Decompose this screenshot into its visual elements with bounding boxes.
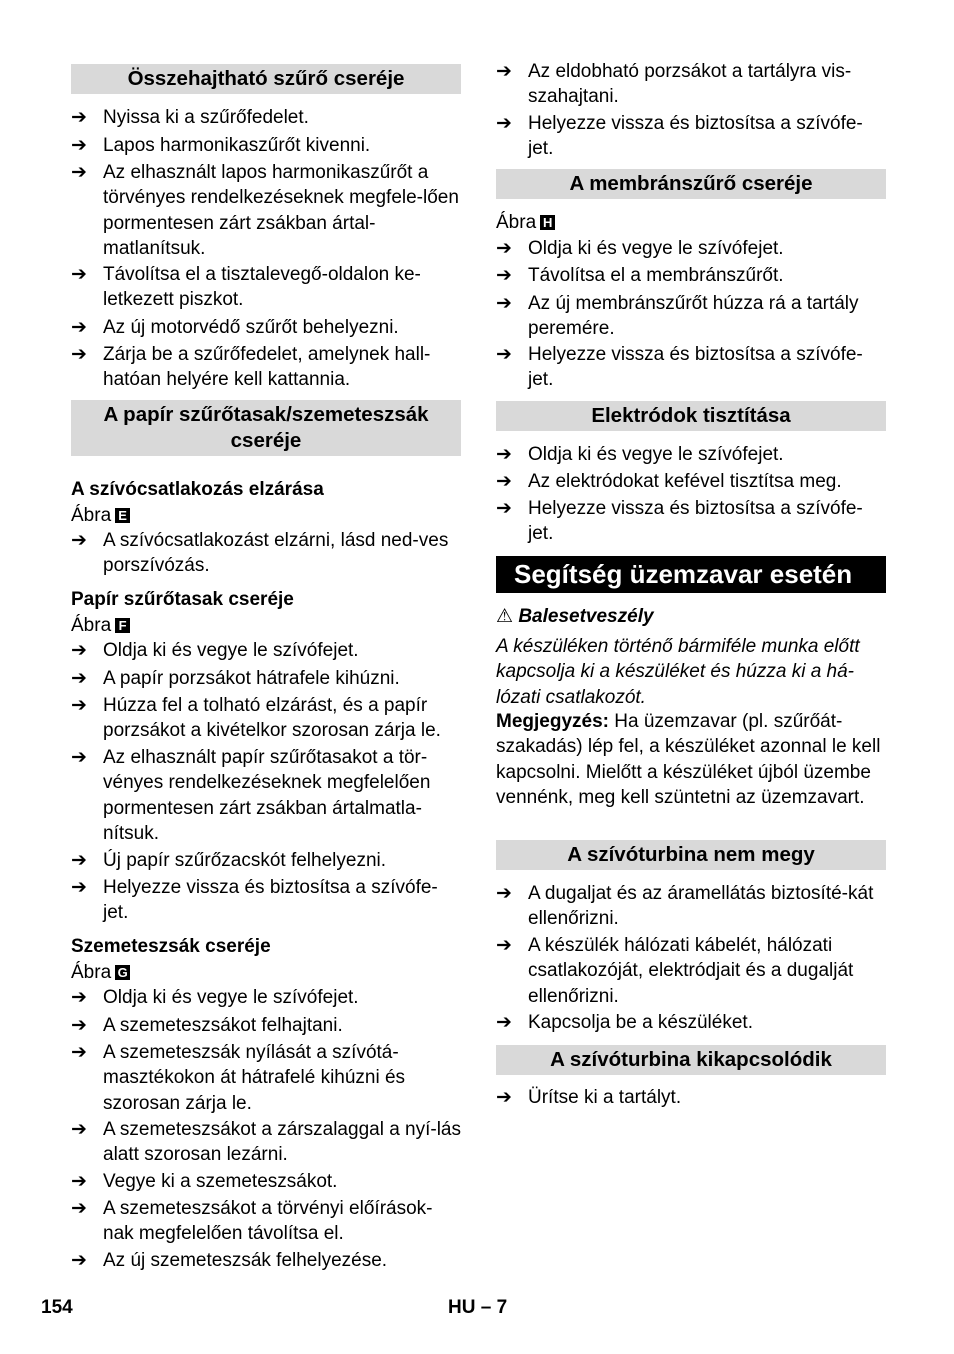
subheading-paper-bag: Papír szűrőtasak cseréje [71,589,294,610]
section-heading-turbine-not-running: A szívóturbina nem megy [496,840,886,870]
arrow-right-icon: ➔ [496,238,512,259]
section-heading-folding-filter: Összehajtható szűrő cseréje [71,64,461,94]
figure-letter-badge: E [115,508,130,523]
figure-reference: Ábra E [71,503,461,528]
step-item: ➔ Húzza fel a tolható elzárást, és a papír porzsákot a kivételkor szorosan zárja le. [71,695,441,742]
arrow-right-icon: ➔ [496,498,512,519]
subheading-suction-close: A szívócsatlakozás elzárása [71,479,324,500]
step-item: ➔ Távolítsa el a membránszűrőt. [496,263,886,288]
step-item: ➔ A készülék hálózati kábelét, hálózati csatlakozóját, elektródjait és a dugalját ellenőrizni. [496,935,854,1007]
arrow-right-icon: ➔ [496,265,512,286]
step-item: ➔ Helyezze vissza és biztosítsa a szívófe-jet. [71,877,438,924]
arrow-right-icon: ➔ [496,293,512,314]
arrow-right-icon: ➔ [496,113,512,134]
step-item: ➔ Az elhasznált lapos harmonikaszűrőt a törvényes rendelkezéseknek megfele-lően pormentesen zárt zsákban ártal-matlanítsuk. [71,162,459,259]
note-paragraph: Megjegyzés: Ha üzemzavar (pl. szűrőát-szakadás) lép fel, a készüléket azonnal le kell kapcsolni. Mielőtt a készüléket újból üzembe vennénk, meg kell szüntetni az üzemzavart. [496,711,881,808]
arrow-right-icon: ➔ [71,1250,87,1271]
arrow-right-icon: ➔ [496,344,512,365]
arrow-right-icon: ➔ [71,1119,87,1140]
chapter-heading-troubleshooting: Segítség üzemzavar esetén [496,556,886,593]
arrow-right-icon: ➔ [71,162,87,183]
step-item: ➔ Ürítse ki a tartályt. [496,1085,886,1110]
arrow-right-icon: ➔ [71,344,87,365]
arrow-right-icon: ➔ [71,877,87,898]
step-item: ➔ A szemeteszsákot a zárszalaggal a nyí-lás alatt szorosan lezárni. [71,1119,462,1166]
step-item: ➔ Az új motorvédő szűrőt behelyezni. [71,315,461,340]
step-item: ➔ Nyissa ki a szűrőfedelet. [71,105,461,130]
arrow-right-icon: ➔ [71,987,87,1008]
arrow-right-icon: ➔ [496,1012,512,1033]
step-item: ➔ A szemeteszsákot felhajtani. [71,1013,461,1038]
step-item: ➔ Vegye ki a szemeteszsákot. [71,1169,461,1194]
arrow-right-icon: ➔ [71,1015,87,1036]
arrow-right-icon: ➔ [71,264,87,285]
arrow-right-icon: ➔ [71,135,87,156]
step-item: ➔ Oldja ki és vegye le szívófejet. [71,638,461,663]
arrow-right-icon: ➔ [71,640,87,661]
step-item: ➔ Az elektródokat kefével tisztítsa meg. [496,469,886,494]
arrow-right-icon: ➔ [71,317,87,338]
section-heading-membrane-filter: A membránszűrő cseréje [496,169,886,199]
arrow-right-icon: ➔ [71,1198,87,1219]
arrow-right-icon: ➔ [496,61,512,82]
step-item: ➔ Távolítsa el a tisztalevegő-oldalon ke-letkezett piszkot. [71,264,421,311]
step-item: ➔ Az új membránszűrőt húzza rá a tartály peremére. [496,293,859,340]
arrow-right-icon: ➔ [496,471,512,492]
figure-letter-badge: F [115,618,130,633]
step-item: ➔ Oldja ki és vegye le szívófejet. [496,236,886,261]
figure-reference: Ábra F [71,613,461,638]
arrow-right-icon: ➔ [71,107,87,128]
step-item: ➔ Lapos harmonikaszűrőt kivenni. [71,133,461,158]
step-item: ➔ Az új szemeteszsák felhelyezése. [71,1248,461,1273]
section-heading-electrodes: Elektródok tisztítása [496,401,886,431]
warning-triangle-icon: ⚠ [496,606,514,627]
arrow-right-icon: ➔ [71,530,87,551]
arrow-right-icon: ➔ [71,1171,87,1192]
subheading-dust-bag: Szemeteszsák cseréje [71,936,271,957]
arrow-right-icon: ➔ [496,935,512,956]
section-heading-turbine-switches-off: A szívóturbina kikapcsolódik [496,1045,886,1075]
step-item: ➔ Helyezze vissza és biztosítsa a szívófe-jet. [496,498,863,545]
figure-reference: Ábra H [496,210,886,235]
step-item: ➔ A szemeteszsákot a törvényi előírások-nak megfelelően távolítsa el. [71,1198,433,1245]
arrow-right-icon: ➔ [496,444,512,465]
page-label: HU – 7 [448,1297,508,1318]
warning-text: A készüléken történő bármiféle munka előtt kapcsolja ki a készüléket és húzza ki a há-lózati csatlakozót. [496,636,860,708]
step-item: ➔ A papír porzsákot hátrafele kihúzni. [71,666,461,691]
arrow-right-icon: ➔ [496,883,512,904]
step-item: ➔ Oldja ki és vegye le szívófejet. [71,985,461,1010]
step-item: ➔ Új papír szűrőzacskót felhelyezni. [71,848,461,873]
arrow-right-icon: ➔ [496,1087,512,1108]
arrow-right-icon: ➔ [71,1042,87,1063]
step-item: ➔ A szemeteszsák nyílását a szívótá-masztékokon át hátrafelé kihúzni és szorosan zárja le. [71,1042,406,1114]
step-item: ➔ Az elhasznált papír szűrőtasakot a tör-vényes rendelkezéseknek megfelelően pormentesen zárt zsákban ártalmatla-nítsuk. [71,747,431,844]
step-item: ➔ A szívócsatlakozást elzárni, lásd ned-ves porszívózás. [71,530,449,577]
page-number: 154 [41,1297,73,1318]
figure-reference: Ábra G [71,960,461,985]
step-item: ➔ A dugaljat és az áramellátás biztosíté-kát ellenőrizni. [496,883,874,930]
step-item: ➔ Az eldobható porzsákot a tartályra vis-szahajtani. [496,61,852,108]
step-item: ➔ Helyezze vissza és biztosítsa a szívófe-jet. [496,344,863,391]
warning-heading: ⚠ Balesetveszély [496,606,654,627]
arrow-right-icon: ➔ [71,747,87,768]
figure-letter-badge: G [115,965,130,980]
arrow-right-icon: ➔ [71,668,87,689]
step-item: ➔ Oldja ki és vegye le szívófejet. [496,442,886,467]
arrow-right-icon: ➔ [71,695,87,716]
figure-letter-badge: H [540,215,555,230]
section-heading-paper-bag: A papír szűrőtasak/szemeteszsák cseréje [71,400,461,456]
step-item: ➔ Helyezze vissza és biztosítsa a szívófe-jet. [496,113,863,160]
step-item: ➔ Kapcsolja be a készüléket. [496,1010,886,1035]
arrow-right-icon: ➔ [71,850,87,871]
step-item: ➔ Zárja be a szűrőfedelet, amelynek hall-hatóan helyére kell kattannia. [71,344,431,391]
